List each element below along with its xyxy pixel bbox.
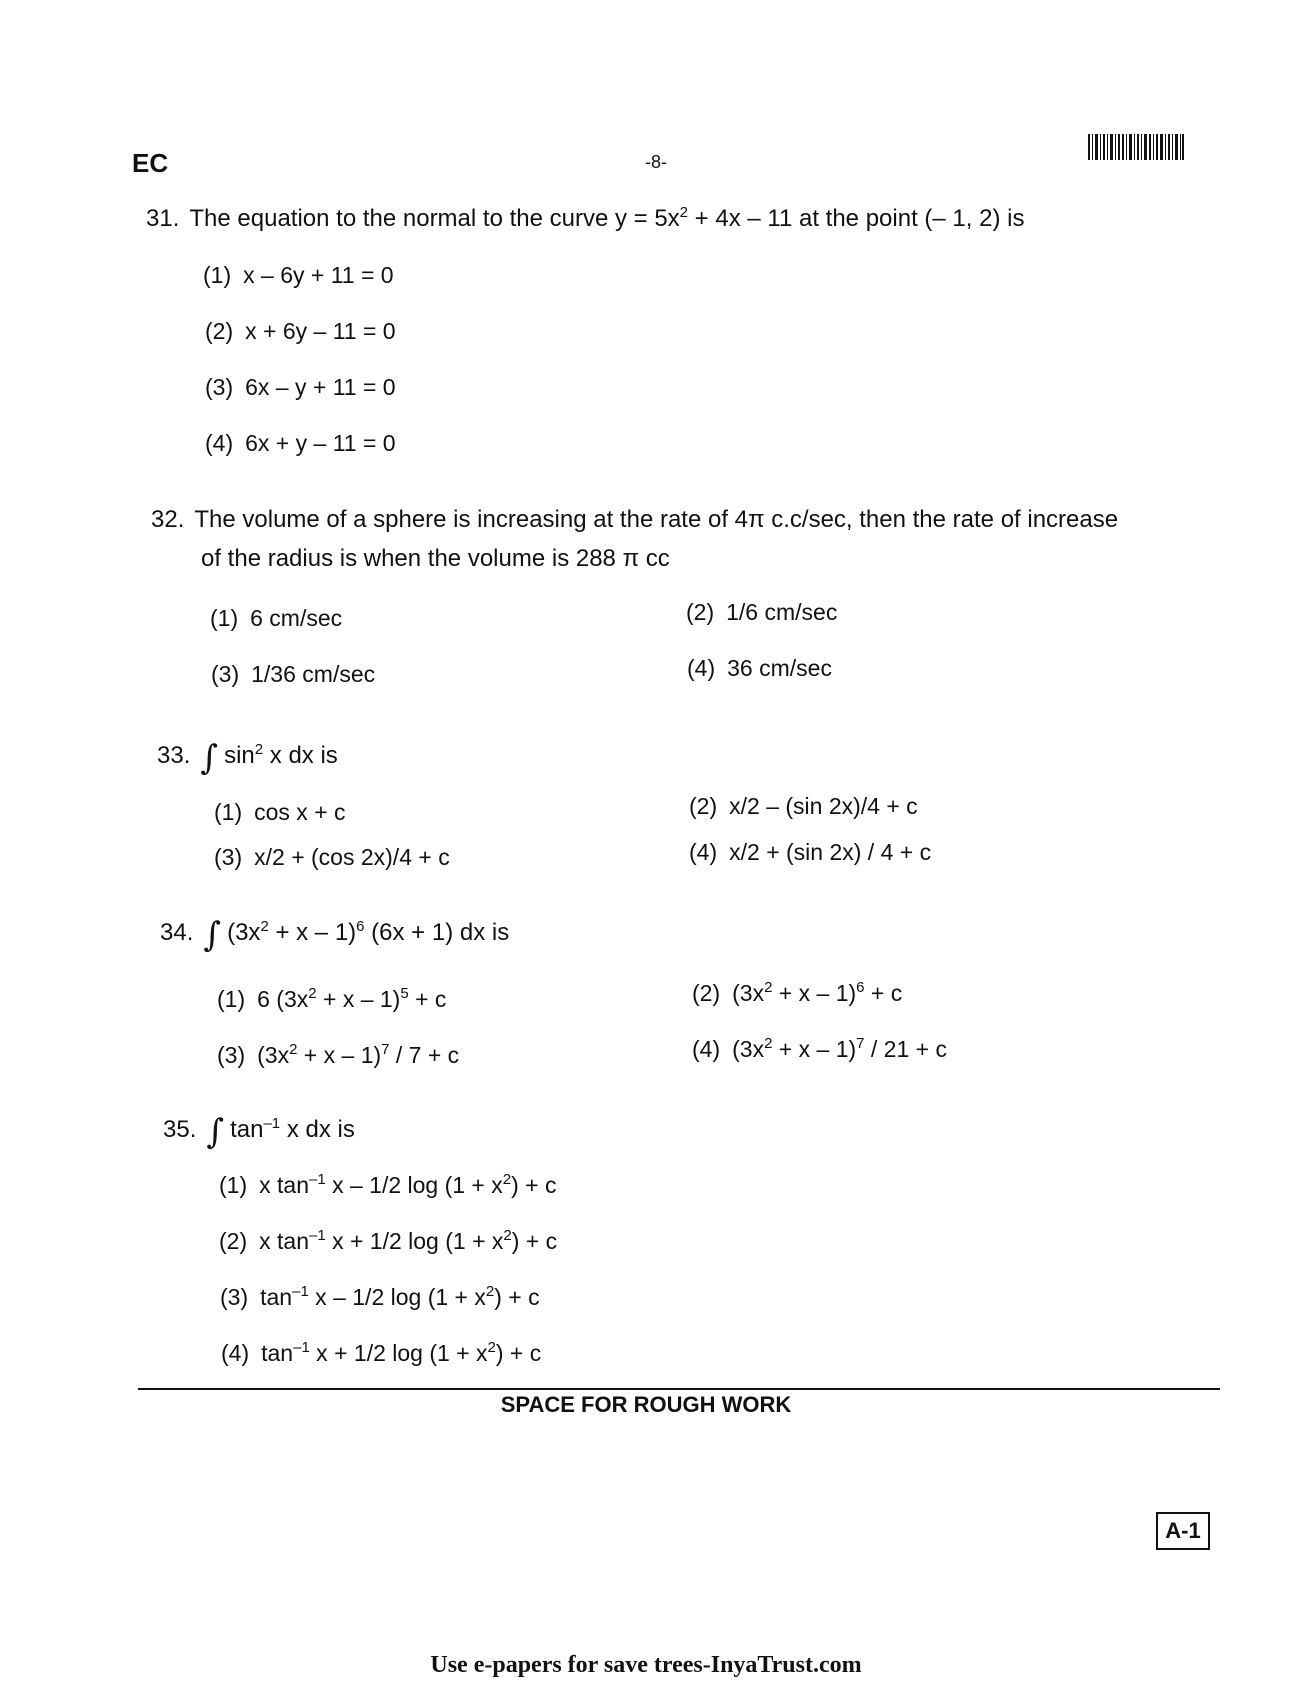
question-32-line2: of the radius is when the volume is 288 π cc — [201, 545, 670, 572]
footer-text: Use e-papers for save trees-InyaTrust.com — [430, 1652, 862, 1678]
subject-code: EC — [132, 148, 169, 178]
question-number: 33. — [157, 742, 191, 769]
option-32-4: (4) 36 cm/sec — [687, 655, 832, 681]
question-text: $(3x^2 + x - 1)^6$ (6x + 1) dx is — [227, 918, 510, 946]
option-35-1: (1) x $\tan^{-1} x - 1/2$ $\log (1 + x^2) + c$ — [219, 1171, 557, 1198]
question-text: $\sin^2 x$ dx is — [224, 741, 338, 769]
option-34-2: (2) $(3x^2 + x - 1)^6 + c$ — [692, 979, 903, 1006]
booklet-code-box: A-1 — [1156, 1512, 1210, 1550]
barcode — [1088, 134, 1184, 160]
integral-symbol: ∫ — [203, 915, 222, 955]
option-34-1: (1) 6 $(3x^2 + x - 1)^5 + c$ — [217, 985, 447, 1012]
question-31 — [146, 204, 1024, 234]
integral-symbol: ∫ — [200, 738, 219, 778]
question-33 — [157, 738, 338, 778]
option-31-3: (3) 6x – y + 11 = 0 — [205, 374, 396, 400]
option-33-2: (2) x/2 – (sin 2x)/4 + c — [689, 793, 918, 819]
option-31-2: (2) x + 6y – 11 = 0 — [205, 318, 396, 344]
option-32-1: (1) 6 cm/sec — [210, 605, 343, 631]
option-31-4: (4) 6x + y – 11 = 0 — [205, 430, 396, 456]
question-35 — [163, 1112, 355, 1152]
question-34 — [160, 915, 510, 955]
rough-work-divider — [138, 1388, 1220, 1390]
option-35-2: (2) x $\tan^{-1} x + 1/2$ $\log (1 + x^2) + c$ — [219, 1227, 558, 1254]
option-32-2: (2) 1/6 cm/sec — [686, 599, 838, 625]
option-31-1: (1) x – 6y + 11 = 0 — [203, 262, 394, 288]
question-number: 35. — [163, 1116, 197, 1143]
rough-work-label: SPACE FOR ROUGH WORK — [500, 1392, 792, 1417]
option-33-1: (1) cos x + c — [214, 799, 346, 825]
page-number: -8- — [645, 152, 667, 172]
option-34-4: (4) $(3x^2 + x - 1)^7 / 21 + c$ — [692, 1035, 947, 1062]
option-35-4: (4) $\tan^{-1} x + 1/2$ $\log (1 + x^2) + c$ — [221, 1339, 542, 1366]
option-35-3: (3) $\tan^{-1} x - 1/2$ $\log (1 + x^2) + c$ — [220, 1283, 540, 1310]
question-number: 31. — [146, 205, 180, 232]
integral-symbol: ∫ — [206, 1112, 225, 1152]
option-33-3: (3) x/2 + (cos 2x)/4 + c — [214, 844, 450, 870]
option-33-4: (4) x/2 + (sin 2x) / 4 + c — [689, 839, 932, 865]
question-text: $\tan^{-1} x$ dx is — [230, 1115, 355, 1143]
option-32-3: (3) 1/36 cm/sec — [211, 661, 376, 687]
option-34-3: (3) $(3x^2 + x - 1)^7 / 7 + c$ — [217, 1041, 460, 1068]
question-32 — [151, 505, 1118, 535]
question-number: 32. — [151, 506, 185, 533]
question-text: The equation to the normal to the curve $y = 5x^2 + 4x - 11$ at the point (– 1, 2) is — [189, 204, 1025, 232]
question-number: 34. — [160, 919, 194, 946]
question-text-line1: The volume of a sphere is increasing at the rate of 4π c.c/sec, then the rate of increase — [194, 506, 1119, 533]
